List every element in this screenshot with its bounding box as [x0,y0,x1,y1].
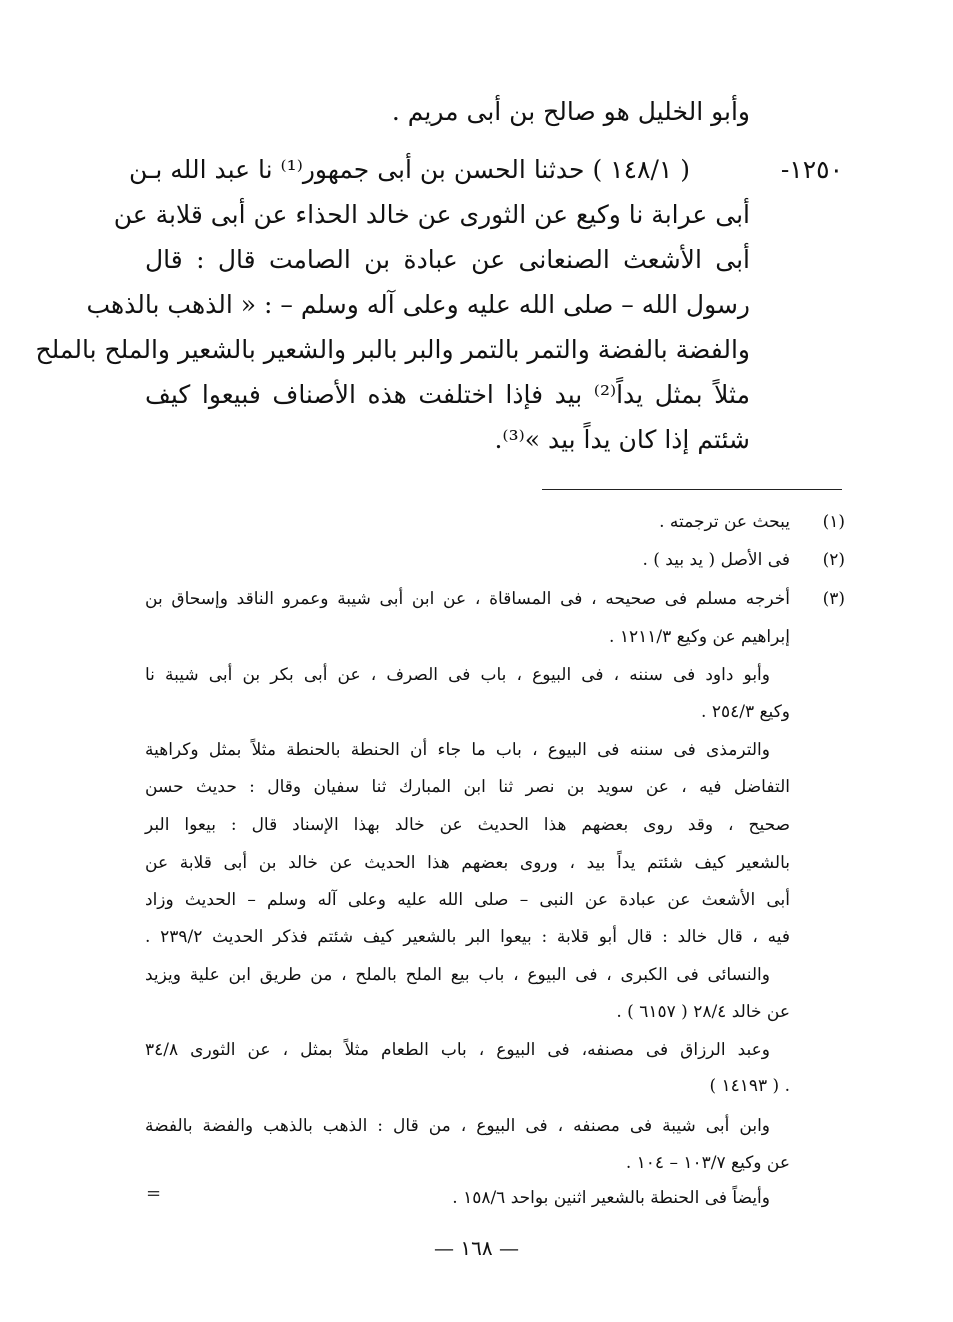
footnote-line: وأبو داود فى سننه ، فى البيوع ، باب فى الصرف ، عن أبى بكر بن أبى شيبة نا [145,665,770,685]
hadith-line: رسول الله – صلى الله عليه وعلى آله وسلم – : « الذهب بالذهب [86,290,750,319]
footnote-line: فى الأصل ( يد بيد ) . [642,550,790,570]
footnote-number: (٣) [822,589,845,609]
footnote-line: يبحث عن ترجمته . [659,512,790,532]
footnote-line: عن وكيع ١٠٣/٧ – ١٠٤ . [625,1153,790,1173]
hadith-line: والفضة بالفضة والتمر بالتمر والبر بالبر والشعير بالشعير والملح بالملح [35,335,750,364]
footnote-line: وعبد الرزاق فى مصنفه، فى البيوع ، باب الطعام مثلاً بمثل ، عن الثورى ٣٤/٨ [145,1040,770,1060]
footnote-line: والنسائى فى الكبرى ، فى البيوع ، باب بيع الملح بالملح ، من طريق ابن علية ويزيد [145,965,770,985]
footnote-line: وكيع ٢٥٤/٣ . [701,702,790,722]
hadith-line: أبى عرابة نا وكيع عن الثورى عن خالد الحذاء عن أبى قلابة عن [113,200,750,229]
footnote-number: (١) [822,512,845,532]
hadith-line: أبى الأشعث الصنعانى عن عبادة بن الصامت قال : قال [145,245,750,274]
hadith-line: مثلاً بمثل يداً⁽²⁾ بيد فإذا اختلفت هذه الأصناف فبيعوا كيف [145,380,750,409]
footnote-line: صحيح ، وقد روى بعضهم هذا الحديث عن خالد بهذا الإسناد قال : بيعوا البر [145,815,790,835]
page-number: — ١٦٨ — [434,1236,519,1260]
footnote-line: عن خالد ٢٨/٤ ( ٦١٥٧ ) . [616,1002,790,1022]
footnote-line: إبراهيم عن وكيع ١٢١١/٣ . [609,627,790,647]
footnote-line: بالشعير كيف شئتم يداً بيد ، وروى بعضهم هذا الحديث عن خالد بن أبى قلابة عن [145,853,790,873]
footnote-line: والترمذى فى سننه فى البيوع ، باب ما جاء أن الحنطة بالحنطة مثلاً بمثل وكراهية [145,740,770,760]
intro-line: وأبو الخليل هو صالح بن أبى مريم . [391,97,750,126]
footnote-line: التفاضل فيه ، عن سويد بن نصر ثنا ابن المبارك ثنا سفيان وقال : حديث حسن [145,777,790,797]
hadith-line: ( ١٤٨/١ ) حدثنا الحسن بن أبى جمهور⁽¹⁾ نا عبد الله بـن [129,155,690,184]
footnote-line: وابن أبى شيبة فى مصنفه ، فى البيوع ، من قال : الذهب بالذهب والفضة بالفضة [145,1116,771,1136]
footnote-line: أبى الأشعث عن عبادة عن النبى – صلى الله عليه وعلى آله وسلم – الحديث وزاد [145,890,790,910]
footnote-line: وأيضاً فى الحنطة بالشعير اثنين بواحد ١٥٨/٦ . [452,1188,770,1208]
footnote-divider [542,489,842,490]
continuation-mark: = [146,1183,162,1204]
hadith-number: ١٢٥٠- [780,155,843,184]
footnote-line: أخرجه مسلم فى صحيحه ، فى المساقاة ، عن ابن أبى شيبة وعمرو الناقد وإسحاق بن [145,589,790,609]
footnote-line: . ( ١٤١٩٣ ) [709,1076,790,1096]
footnote-number: (٢) [822,550,845,570]
hadith-line: شئتم إذا كان يداً بيد »⁽³⁾. [494,425,750,454]
footnote-line: فيه ، قال خالد : قال أبو قلابة : بيعوا البر بالشعير كيف شئتم فذكر الحديث ٢٣٩/٢ . [145,927,790,947]
